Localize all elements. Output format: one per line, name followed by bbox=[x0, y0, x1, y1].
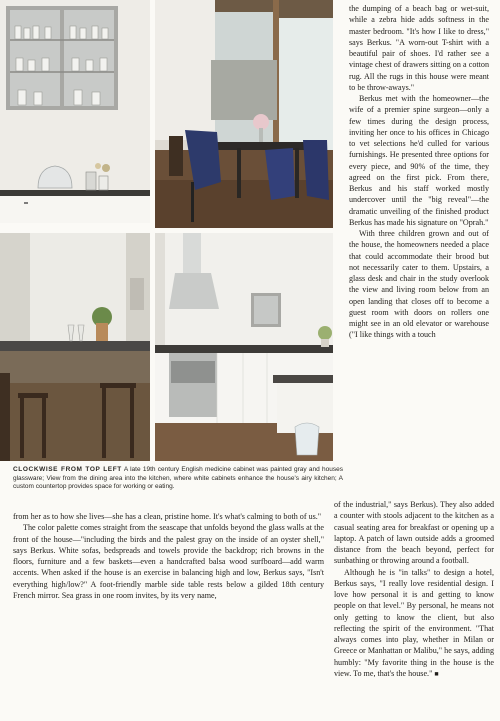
end-mark-icon: ■ bbox=[434, 669, 439, 678]
article-paragraph-text: Although he is "in talks" to design a hotel, Berkus says, "I really love residential design. I love how personal it is and getting to know people on that level." By personal, he means not only getting to know the client, but also reflecting the spirit of the environment. "That always comes into play, whether in Milan or Greece or Manhattan or Malibu," he says, adding humbly: "My favorite thing in the house is the view. To me, that's the house." bbox=[334, 567, 494, 678]
kitchen-image bbox=[155, 233, 333, 461]
article-paragraph: the dumping of a beach bag or wet-suit, while a zebra hide adds softness in the master bedroom. "It's how I like to dress," says Berkus. "A worn-out T-shirt with a beautiful pair of shoes. I'd rather see a vintage chest of drawers sitting on a cotton rug. All the rugs in this house were meant to be throw-aways." bbox=[349, 4, 489, 92]
caption-text: A late 19th century English medicine cabinet was painted gray and houses glassware; View from the dining area into the kitchen, where white cabinets enhance the house's airy kitchen; A custom countertop provides space for working or eating. bbox=[13, 466, 344, 491]
countertop-image bbox=[0, 233, 150, 461]
photo-medicine-cabinet bbox=[0, 0, 150, 223]
article-column-middle bbox=[334, 499, 494, 680]
article-paragraph: from her as to how she lives—she has a clean, pristine home. It's what's calming to both of us." bbox=[13, 512, 322, 521]
article-column-right bbox=[349, 3, 489, 341]
article-paragraph: of the industrial," says Berkus). They also added a counter with stools adjacent to the kitchen as a casual seating area for breakfast or opening up a laptop. A patch of lawn outside adds a groomed distance from the beach beyond, perfect for sunbathing or throwing around a football. bbox=[334, 500, 494, 566]
photo-kitchen bbox=[155, 233, 333, 461]
article-paragraph: With three children grown and out of the house, the homeowners needed a place that could accommodate their brood but not necessarily cater to them. Upstairs, a glass desk and chair in the study overlook the view and living room below from an open landing that closes off to become a guest room with doors on rollers one might see in an old elevator or warehouse ("I like things with a touch bbox=[349, 229, 489, 340]
dining-area-image bbox=[155, 0, 333, 228]
caption-lead: CLOCKWISE FROM TOP LEFT bbox=[13, 466, 122, 473]
article-paragraph: Berkus met with the homeowner—the wife of a premier spine surgeon—only a few times during the design process, inviting her once to his offices in Chicago to vet selections he'd culled for various furnishings. He presented three options for every piece, and 90% of the time, they agreed on the first pick. From there, Berkus and his staff worked mostly undercover until the "big reveal"—the dramatic unveiling of the finished product Berkus has made his signature on "Oprah." bbox=[349, 94, 489, 227]
article-paragraph-final bbox=[334, 567, 494, 681]
photo-custom-countertop bbox=[0, 233, 150, 461]
article-paragraph: The color palette comes straight from the seascape that unfolds beyond the glass walls at the front of the house—"including the birds and the palest gray on the inside of an oyster shell," says Berkus. White sofas, bedspreads and towels provide the backdrop; rich browns in the floors, furniture and a few baskets—even a handcrafted balsa wood surfboard—add warm accents. When asked if the house is an exercise in balancing high and low, Berkus says, "Isn't everything high/low?" A foot-friendly marble side table rests below a gilded 18th century French mirror. Sea grass in one room invites, by its very name, bbox=[13, 523, 324, 600]
photo-caption bbox=[13, 466, 343, 492]
article-column-left bbox=[13, 511, 324, 601]
medicine-cabinet-image bbox=[0, 0, 150, 223]
photo-dining-area bbox=[155, 0, 333, 228]
